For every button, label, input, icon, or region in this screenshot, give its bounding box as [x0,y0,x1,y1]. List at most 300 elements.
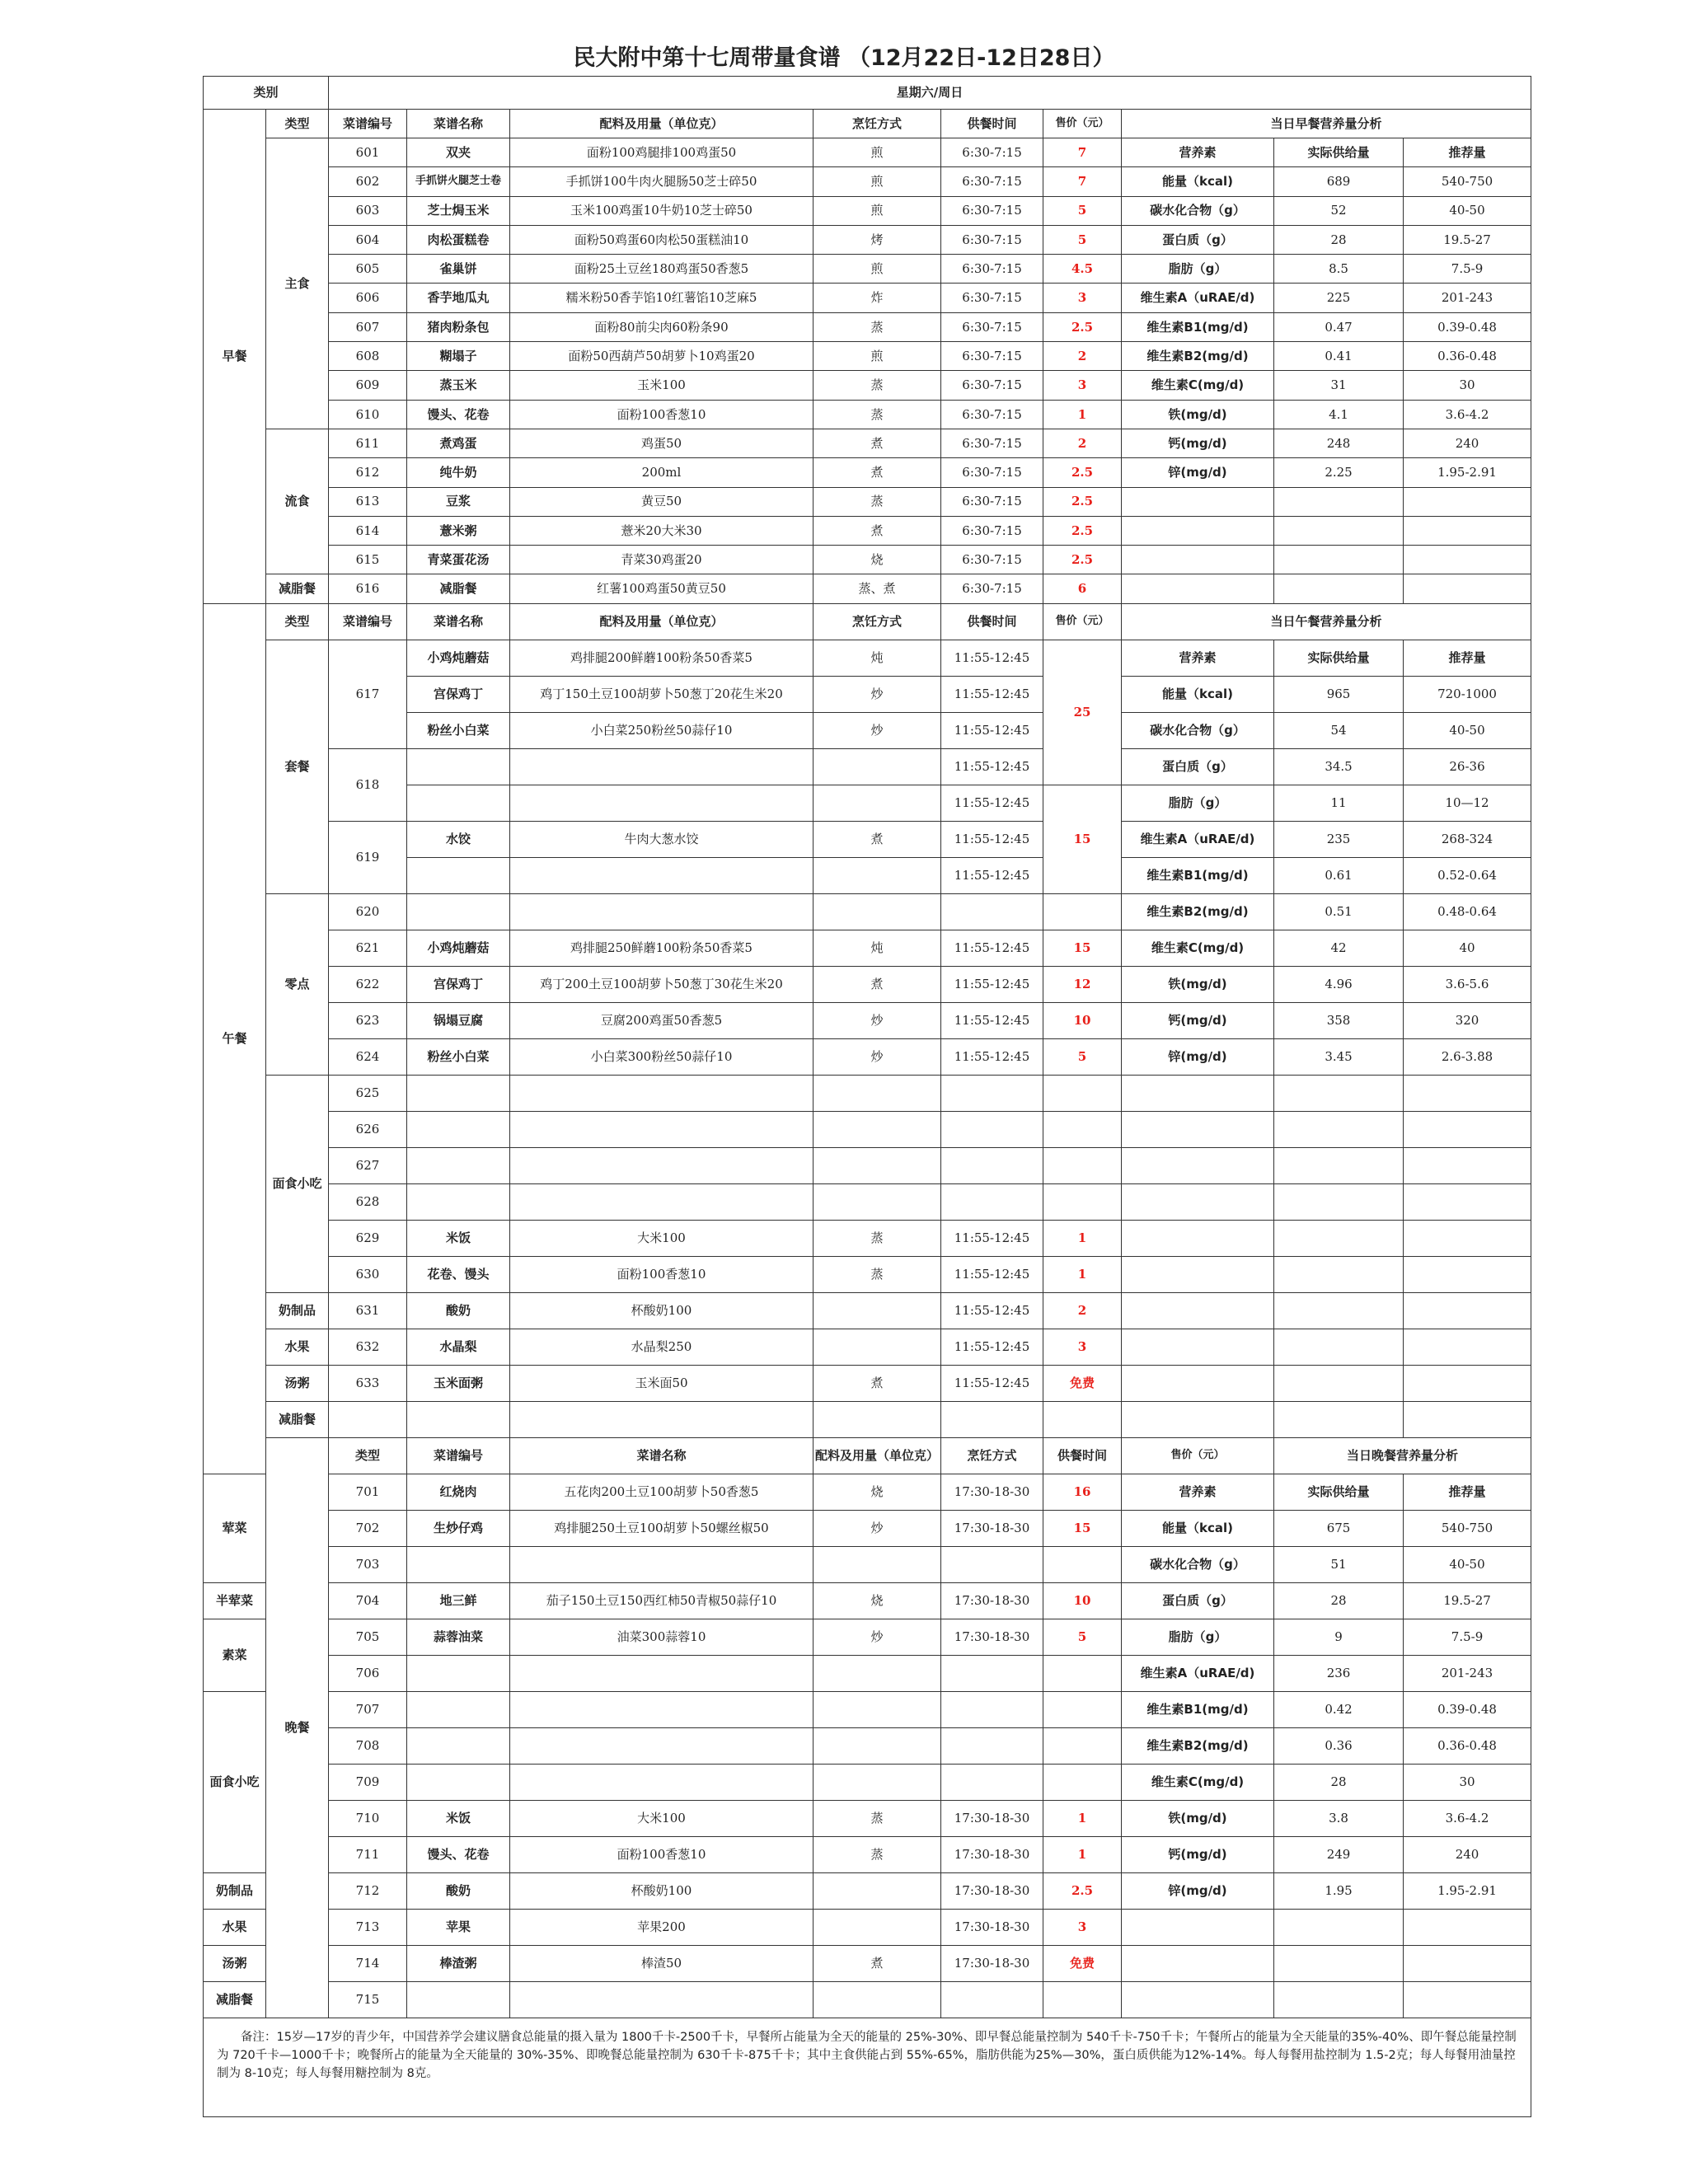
empty-cell [1274,1981,1404,2018]
empty-cell [1122,516,1274,545]
nutrient-actual: 42 [1274,930,1404,966]
recommended-header: 推荐量 [1404,138,1531,167]
dish-ingredients [510,1401,814,1437]
price [1043,1727,1122,1764]
dish-ingredients: 油菜300蒜蓉10 [510,1619,814,1655]
table-row [204,77,1531,110]
nutrient-actual: 0.61 [1274,857,1404,893]
table-row [204,748,1531,785]
nutrient-actual: 0.41 [1274,342,1404,371]
dish-code: 702 [329,1510,407,1546]
empty-cell [1274,1292,1404,1329]
price-header: 售价（元） [1043,603,1122,640]
recommended-header: 推荐量 [1404,640,1531,676]
dish-ingredients: 鸡蛋50 [510,429,814,457]
meal-dinner: 晚餐 [266,1437,329,2018]
serving-time [941,1183,1043,1220]
nutrient-actual: 249 [1274,1836,1404,1872]
dish-code: 611 [329,429,407,457]
dish-ingredients: 小白菜250粉丝50蒜仔10 [510,712,814,748]
actual-header: 实际供给量 [1274,138,1404,167]
dish-code: 609 [329,371,407,400]
cooking-method: 蒸 [814,1220,941,1256]
nutrient-recommended: 2.6-3.88 [1404,1038,1531,1075]
table-row [204,1147,1531,1183]
nutrient-recommended: 1.95-2.91 [1404,1872,1531,1909]
serving-time [941,1691,1043,1727]
serving-time [941,893,1043,930]
nutrient-name: 碳水化合物（g） [1122,1546,1274,1582]
nutrient-recommended: 3.6-4.2 [1404,400,1531,429]
dish-code: 622 [329,966,407,1002]
dish-code: 629 [329,1220,407,1256]
nutrient-name: 维生素C(mg/d) [1122,1764,1274,1800]
nutrient-recommended: 40 [1404,930,1531,966]
price: 3 [1043,284,1122,312]
nutrient-recommended: 268-324 [1404,821,1531,857]
dish-name-header: 菜谱名称 [510,1437,814,1474]
serving-time: 6:30-7:15 [941,196,1043,225]
dish-name: 苹果 [407,1909,510,1945]
cooking-method: 蒸 [814,312,941,341]
table-row [204,167,1531,196]
dish-code: 615 [329,546,407,574]
cooking-method: 煎 [814,255,941,284]
empty-cell [814,748,941,785]
nutrient-header: 营养素 [1122,640,1274,676]
actual-header: 实际供给量 [1274,640,1404,676]
nutrient-recommended: 540-750 [1404,167,1531,196]
serving-time: 17:30-18-30 [941,1872,1043,1909]
empty-cell [1274,1256,1404,1292]
nutrient-name: 维生素C(mg/d) [1122,371,1274,400]
weekday-header: 星期六/周日 [329,77,1531,110]
dish-ingredients [510,1075,814,1111]
nutrient-actual: 31 [1274,371,1404,400]
price-header: 售价（元） [1122,1437,1274,1474]
nutrient-name: 铁(mg/d) [1122,1800,1274,1836]
serving-time: 6:30-7:15 [941,342,1043,371]
empty-cell [1274,1909,1404,1945]
table-row [204,1256,1531,1292]
empty-cell [1122,1981,1274,2018]
price: 2 [1043,429,1122,457]
table-row [204,893,1531,930]
nutrient-actual: 236 [1274,1655,1404,1691]
dish-name: 酸奶 [407,1292,510,1329]
empty-cell [1122,1909,1274,1945]
price [1043,1183,1122,1220]
empty-cell [1274,1111,1404,1147]
dish-name: 棒渣粥 [407,1945,510,1981]
dish-ingredients [510,1691,814,1727]
empty-cell [1122,1111,1274,1147]
nutrient-recommended: 320 [1404,1002,1531,1038]
empty-cell [1122,1147,1274,1183]
price [1043,1401,1122,1437]
dish-name: 蒸玉米 [407,371,510,400]
price: 2.5 [1043,487,1122,516]
cooking-method [814,1655,941,1691]
dish-code: 633 [329,1365,407,1401]
cooking-method: 炒 [814,1619,941,1655]
cooking-header: 烹饪方式 [814,110,941,138]
cooking-method: 蒸 [814,1836,941,1872]
dish-ingredients: 薏米20大米30 [510,516,814,545]
dish-code: 613 [329,487,407,516]
price [1043,1655,1122,1691]
table-row [204,255,1531,284]
cooking-method: 煮 [814,429,941,457]
price-header: 售价（元） [1043,110,1122,138]
cooking-method [814,1981,941,2018]
nutrient-actual: 9 [1274,1619,1404,1655]
nutrient-name: 锌(mg/d) [1122,1872,1274,1909]
dish-name: 手抓饼火腿芝士卷 [407,167,510,196]
dish-code: 610 [329,400,407,429]
nutrient-recommended: 0.48-0.64 [1404,893,1531,930]
serving-time: 11:55-12:45 [941,821,1043,857]
price: 1 [1043,1256,1122,1292]
price: 免费 [1043,1365,1122,1401]
table-row [204,458,1531,487]
nutrient-name: 钙(mg/d) [1122,1002,1274,1038]
nutrient-actual: 51 [1274,1546,1404,1582]
dish-name: 肉松蛋糕卷 [407,225,510,254]
cooking-method: 蒸 [814,1256,941,1292]
nutrient-name: 维生素B2(mg/d) [1122,342,1274,371]
nutrient-header: 营养素 [1122,1474,1274,1510]
dish-code: 630 [329,1256,407,1292]
dish-name: 纯牛奶 [407,458,510,487]
table-row [204,1292,1531,1329]
empty-cell [1122,1220,1274,1256]
serving-time: 6:30-7:15 [941,429,1043,457]
ingredients-header: 配料及用量（单位克） [814,1437,941,1474]
dish-code: 606 [329,284,407,312]
dish-name [407,893,510,930]
nutrient-recommended: 40-50 [1404,1546,1531,1582]
actual-header: 实际供给量 [1274,1474,1404,1510]
serving-time: 6:30-7:15 [941,574,1043,603]
cooking-method: 炖 [814,640,941,676]
dish-code: 715 [329,1981,407,2018]
dish-name: 生炒仔鸡 [407,1510,510,1546]
empty-cell [1404,1909,1531,1945]
nutrient-actual: 0.51 [1274,893,1404,930]
table-row [204,196,1531,225]
dish-code: 711 [329,1836,407,1872]
dish-name: 水晶梨 [407,1329,510,1365]
dish-code: 601 [329,138,407,167]
dish-ingredients: 大米100 [510,1220,814,1256]
price: 6 [1043,574,1122,603]
table-row [204,516,1531,545]
dish-code: 713 [329,1909,407,1945]
nutrient-recommended: 7.5-9 [1404,255,1531,284]
dish-type: 奶制品 [204,1872,266,1909]
price: 5 [1043,196,1122,225]
empty-cell [1122,1401,1274,1437]
serving-time [941,1655,1043,1691]
dish-name [407,1981,510,2018]
cooking-method [814,1075,941,1111]
serving-time [941,1981,1043,2018]
nutrient-recommended: 0.39-0.48 [1404,312,1531,341]
dish-code: 620 [329,893,407,930]
table-row [204,1836,1531,1872]
dish-ingredients: 茄子150土豆150西红柿50青椒50蒜仔10 [510,1582,814,1619]
price: 3 [1043,371,1122,400]
serving-time: 17:30-18-30 [941,1909,1043,1945]
dish-name: 馒头、花卷 [407,400,510,429]
price: 1 [1043,1836,1122,1872]
dish-code: 607 [329,312,407,341]
dish-ingredients: 鸡排腿200鲜蘑100粉条50香菜5 [510,640,814,676]
nutrient-actual: 2.25 [1274,458,1404,487]
cooking-method: 烧 [814,1474,941,1510]
cooking-method [814,1727,941,1764]
serving-time: 11:55-12:45 [941,1002,1043,1038]
table-row [204,1764,1531,1800]
nutrient-recommended: 0.36-0.48 [1404,1727,1531,1764]
table-row [204,1111,1531,1147]
serving-time: 11:55-12:45 [941,857,1043,893]
nutrient-name: 蛋白质（g） [1122,225,1274,254]
dish-code: 624 [329,1038,407,1075]
code-header: 菜谱编号 [329,603,407,640]
empty-cell [510,785,814,821]
serving-time: 17:30-18-30 [941,1800,1043,1836]
dish-ingredients [510,1764,814,1800]
table-row [204,138,1531,167]
nutrient-actual: 965 [1274,676,1404,712]
empty-cell [1274,574,1404,603]
category-header: 类别 [204,77,329,110]
nutrient-name: 脂肪（g） [1122,785,1274,821]
table-row [204,284,1531,312]
nutrient-recommended: 10—12 [1404,785,1531,821]
table-row [204,1582,1531,1619]
dish-ingredients: 鸡丁200土豆100胡萝卜50葱丁30花生米20 [510,966,814,1002]
dish-name [407,1655,510,1691]
price: 15 [1043,930,1122,966]
dish-code: 621 [329,930,407,966]
dish-ingredients: 面粉100香葱10 [510,1836,814,1872]
serving-time: 11:55-12:45 [941,676,1043,712]
nutrient-recommended: 0.36-0.48 [1404,342,1531,371]
nutrient-actual: 4.96 [1274,966,1404,1002]
dish-code: 617 [329,640,407,748]
nutrient-name: 铁(mg/d) [1122,966,1274,1002]
dish-ingredients: 杯酸奶100 [510,1872,814,1909]
nutrient-recommended: 30 [1404,1764,1531,1800]
cooking-method: 煮 [814,1365,941,1401]
table-row [204,1474,1531,1510]
dish-type: 汤粥 [204,1945,266,1981]
nutrient-recommended: 201-243 [1404,284,1531,312]
price [1043,1075,1122,1111]
nutrient-actual: 0.42 [1274,1691,1404,1727]
serving-time: 6:30-7:15 [941,458,1043,487]
serving-time: 6:30-7:15 [941,284,1043,312]
empty-cell [1122,1075,1274,1111]
dish-code: 708 [329,1727,407,1764]
empty-cell [1404,516,1531,545]
serving-time: 11:55-12:45 [941,930,1043,966]
serving-time [941,1727,1043,1764]
empty-cell [1404,546,1531,574]
dish-code: 703 [329,1546,407,1582]
nutrient-recommended: 26-36 [1404,748,1531,785]
nutrient-name: 蛋白质（g） [1122,1582,1274,1619]
table-row [204,371,1531,400]
empty-cell [1404,1111,1531,1147]
dish-name: 芝士焗玉米 [407,196,510,225]
cooking-header: 烹饪方式 [941,1437,1043,1474]
dish-ingredients: 面粉100鸡腿排100鸡蛋50 [510,138,814,167]
nutrient-name: 维生素A（uRAE/d) [1122,821,1274,857]
price: 2 [1043,342,1122,371]
price [1043,1764,1122,1800]
dish-type: 面食小吃 [266,1075,329,1292]
table-row [204,1691,1531,1727]
dish-ingredients: 五花肉200土豆100胡萝卜50香葱5 [510,1474,814,1510]
empty-cell [1122,1945,1274,1981]
table-row [204,342,1531,371]
price: 3 [1043,1909,1122,1945]
dish-ingredients: 杯酸奶100 [510,1292,814,1329]
ingredients-header: 配料及用量（单位克） [510,603,814,640]
dish-name: 豆浆 [407,487,510,516]
dish-ingredients [510,1147,814,1183]
nutrient-actual: 34.5 [1274,748,1404,785]
empty-cell [1404,1365,1531,1401]
cooking-method [814,1764,941,1800]
dish-code: 706 [329,1655,407,1691]
empty-cell [1122,1329,1274,1365]
dish-name [407,1075,510,1111]
empty-cell [1122,574,1274,603]
analysis-title: 当日晚餐营养量分析 [1274,1437,1531,1474]
dish-name: 馒头、花卷 [407,1836,510,1872]
cooking-method [814,1872,941,1909]
cooking-method [814,1183,941,1220]
nutrient-actual: 28 [1274,225,1404,254]
empty-cell [1404,1329,1531,1365]
nutrient-recommended: 201-243 [1404,1655,1531,1691]
serving-time: 11:55-12:45 [941,1329,1043,1365]
dish-ingredients: 面粉80前尖肉60粉条90 [510,312,814,341]
empty-cell [1122,1256,1274,1292]
empty-cell [1404,1256,1531,1292]
empty-cell [1404,574,1531,603]
price: 1 [1043,1220,1122,1256]
cooking-method [814,1546,941,1582]
nutrient-recommended: 19.5-27 [1404,225,1531,254]
serving-time: 6:30-7:15 [941,400,1043,429]
empty-cell [1404,1401,1531,1437]
nutrient-actual: 0.36 [1274,1727,1404,1764]
dish-ingredients [510,1655,814,1691]
dish-name [407,1401,510,1437]
empty-cell [1274,1183,1404,1220]
dish-code: 603 [329,196,407,225]
empty-cell [510,748,814,785]
dish-name: 糊塌子 [407,342,510,371]
table-row [204,821,1531,857]
empty-cell [1274,516,1404,545]
dish-ingredients: 糯米粉50香芋馅10红薯馅10芝麻5 [510,284,814,312]
empty-cell [814,785,941,821]
empty-cell [1274,1945,1404,1981]
price: 5 [1043,1619,1122,1655]
dish-name [407,1546,510,1582]
nutrient-name: 能量（kcal) [1122,167,1274,196]
price: 15 [1043,1510,1122,1546]
nutrient-actual: 3.8 [1274,1800,1404,1836]
nutrient-recommended: 240 [1404,429,1531,457]
empty-cell [1274,1401,1404,1437]
cooking-method: 煮 [814,458,941,487]
table-row [204,1002,1531,1038]
price: 2.5 [1043,1872,1122,1909]
serving-time: 6:30-7:15 [941,167,1043,196]
price: 1 [1043,1800,1122,1836]
cooking-method [814,1691,941,1727]
dish-ingredients: 苹果200 [510,1909,814,1945]
menu-table [203,76,1531,2117]
dish-name: 宫保鸡丁 [407,676,510,712]
dish-ingredients: 黄豆50 [510,487,814,516]
dish-ingredients: 青菜30鸡蛋20 [510,546,814,574]
dish-code: 631 [329,1292,407,1329]
nutrient-actual: 1.95 [1274,1872,1404,1909]
serving-time [941,1111,1043,1147]
empty-cell [1404,1147,1531,1183]
serving-time: 17:30-18-30 [941,1619,1043,1655]
serving-time: 11:55-12:45 [941,1292,1043,1329]
dish-name: 酸奶 [407,1872,510,1909]
type-header: 类型 [329,1437,407,1474]
table-row [204,312,1531,341]
empty-cell [1122,487,1274,516]
cooking-method: 煎 [814,138,941,167]
remark-text: 备注：15岁—17岁的青少年，中国营养学会建议膳食总能量的摄入量为 1800千卡-2500千卡，早餐所占能量为全天的能量的 25%-30%、即早餐总能量控制为 540千卡-750千卡；午餐所占的能量为全天能量的35%-40%、即午餐总能量控制为 720千卡—1000千卡；晚餐所占的能量为全天能量的 30%-35%、即晚餐总能量控制为 630千卡-875千卡；其中主食供能占到 55%-65%，脂肪供能为25%—30%，蛋白质供能为12%-14%。每人每餐用盐控制为 1.5-2克；每人每餐用油量控制为 8-10克；每人每餐用糖控制为 8克。 [217,2030,1517,2080]
dish-code: 623 [329,1002,407,1038]
table-row [204,1401,1531,1437]
nutrient-actual: 52 [1274,196,1404,225]
dish-ingredients: 红薯100鸡蛋50黄豆50 [510,574,814,603]
price: 2 [1043,1292,1122,1329]
nutrient-name: 维生素A（uRAE/d) [1122,1655,1274,1691]
serving-time: 6:30-7:15 [941,138,1043,167]
empty-cell [1274,1147,1404,1183]
empty-cell [1122,546,1274,574]
dish-code: 627 [329,1147,407,1183]
dish-name: 青菜蛋花汤 [407,546,510,574]
nutrient-name: 碳水化合物（g） [1122,712,1274,748]
serving-time: 6:30-7:15 [941,516,1043,545]
table-row [204,1800,1531,1836]
cooking-method [814,1292,941,1329]
nutrient-recommended: 240 [1404,1836,1531,1872]
dish-name: 小鸡炖蘑菇 [407,930,510,966]
empty-cell [1274,1220,1404,1256]
dish-ingredients: 手抓饼100牛肉火腿肠50芝士碎50 [510,167,814,196]
dish-code: 626 [329,1111,407,1147]
table-row [204,1437,1531,1474]
